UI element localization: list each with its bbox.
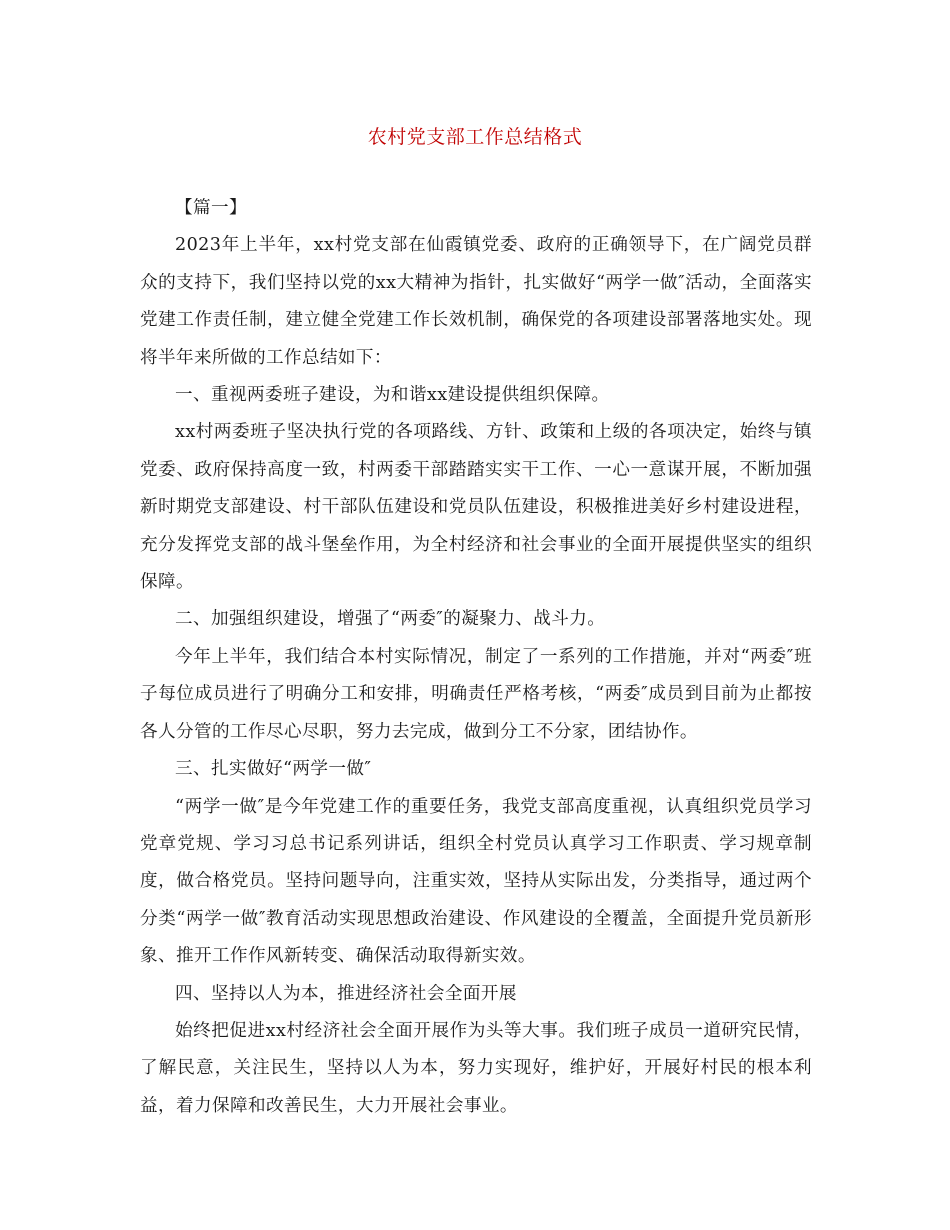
section-paragraph-4: 始终把促进xx村经济社会全面开展作为头等大事。我们班子成员一道研究民情，了解民意，关注民生，坚持以人为本，努力实现好，维护好，开展好村民的根本利益，着力保障和改善民生，大力开展社会事业。 xyxy=(140,1020,812,1116)
section-paragraph-1: xx村两委班子坚决执行党的各项路线、方针、政策和上级的各项决定，始终与镇党委、政府保持高度一致，村两委干部踏踏实实干工作、一心一意谋开展，不断加强新时期党支部建设、村干部队伍建设和党员队伍建设，积极推进美好乡村建设进程，充分发挥党支部的战斗堡垒作用，为全村经济和社会事业的全面开展提供坚实的组织保障。 xyxy=(140,422,812,593)
section-heading-3: 三、扎实做好“两学一做″ xyxy=(175,759,372,780)
intro-paragraph: 2023年上半年，xx村党支部在仙霞镇党委、政府的正确领导下，在广阔党员群众的支持下，我们坚持以党的xx大精神为指针，扎实做好“两学一做″活动，全面落实党建工作责任制，建立健全党建工作长效机制，确保党的各项建设部署落地实处。现将半年来所做的工作总结如下： xyxy=(140,235,812,368)
section-paragraph-2: 今年上半年，我们结合本村实际情况，制定了一系列的工作措施，并对“两委″班子每位成员进行了明确分工和安排，明确责任严格考核，“两委″成员到目前为止都按各人分管的工作尽心尽职，努力去完成，做到分工不分家，团结协作。 xyxy=(140,646,812,742)
section-heading-4: 四、坚持以人为本，推进经济社会全面开展 xyxy=(175,983,517,1004)
section-heading-2: 二、加强组织建设，增强了“两委″的凝聚力、战斗力。 xyxy=(175,609,606,630)
document-body xyxy=(140,190,812,1125)
section-paragraph-3: “两学一做″是今年党建工作的重要任务，我党支部高度重视，认真组织党员学习党章党规、学习习总书记系列讲话，组织全村党员认真学习工作职责、学习规章制度，做合格党员。坚持问题导向，注重实效，坚持从实际出发，分类指导，通过两个分类“两学一做″教育活动实现思想政治建设、作风建设的全覆盖，全面提升党员新形象、推开工作作风新转变、确保活动取得新实效。 xyxy=(140,796,812,967)
section-heading-part-one: 【篇一】 xyxy=(175,198,247,218)
section-heading-1: 一、重视两委班子建设，为和谐xx建设提供组织保障。 xyxy=(175,385,610,406)
document-title: 农村党支部工作总结格式 xyxy=(367,126,583,148)
